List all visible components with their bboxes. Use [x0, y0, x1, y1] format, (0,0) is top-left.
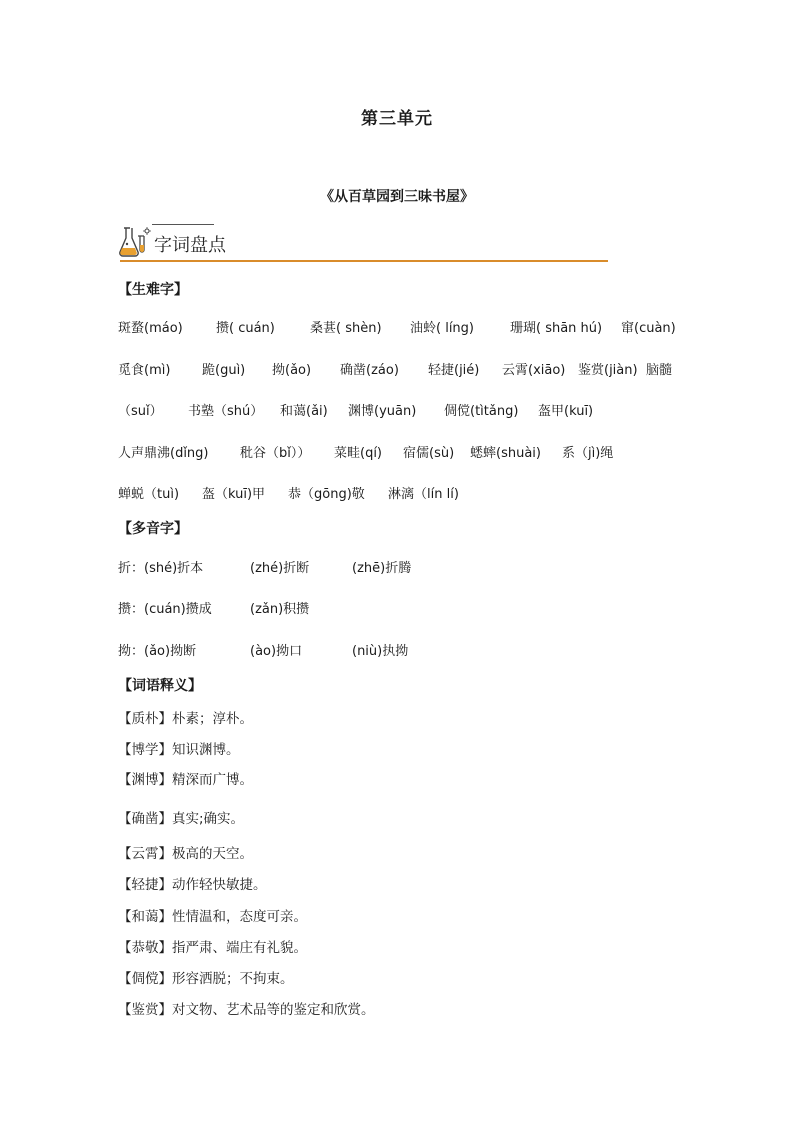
- chemistry-flask-icon: [118, 224, 152, 258]
- polyphone-item: (zǎn)积攒: [250, 602, 310, 617]
- rare-char-item: 盔（kuī)甲: [202, 487, 266, 502]
- polyphone-item: (zhē)折腾: [352, 561, 412, 576]
- rare-chars-heading: 【生难字】: [118, 282, 188, 298]
- rare-char-item: 蟋蟀(shuài): [470, 446, 541, 461]
- polyphones-heading: 【多音字】: [118, 521, 188, 537]
- rare-char-item: 桑葚( shèn): [310, 321, 382, 336]
- glossary-entry: 【恭敬】指严肃、端庄有礼貌。: [118, 940, 307, 956]
- section-header: [118, 220, 608, 262]
- glossary-entry: 【云霄】极高的天空。: [118, 846, 253, 862]
- rare-char-item: 和蔼(ǎi): [280, 404, 328, 419]
- rare-char-item: 渊博(yuān): [348, 404, 417, 419]
- rare-char-item: 斑蝥(máo): [118, 321, 183, 336]
- rare-char-item: 跪(guì): [202, 363, 246, 378]
- polyphone-item: 拗：(ǎo)拗断: [118, 644, 197, 659]
- rare-char-item: 宿儒(sù): [403, 446, 455, 461]
- rare-char-item: 人声鼎沸(dǐng): [118, 446, 209, 461]
- rare-char-item: 蝉蜕（tuì): [118, 487, 180, 502]
- rare-char-item: 窜(cuàn): [621, 321, 676, 336]
- rare-char-item: （suǐ）: [118, 404, 163, 419]
- glossary-entry: 【轻捷】动作轻快敏捷。: [118, 877, 267, 893]
- rare-char-item: 觅食(mì): [118, 363, 171, 378]
- rare-char-item: 淋漓（lín lí): [388, 487, 459, 502]
- rare-char-item: 秕谷（bǐ））: [240, 446, 311, 461]
- polyphone-item: (ào)拗口: [250, 644, 303, 659]
- section-rule: [120, 260, 608, 262]
- rare-char-item: 拗(ǎo): [272, 363, 312, 378]
- lesson-title: 《从百草园到三味书屋》: [320, 189, 474, 205]
- rare-char-item: 鉴赏(jiàn): [578, 363, 638, 378]
- rare-char-item: 菜畦(qí): [334, 446, 383, 461]
- rare-char-item: 轻捷(jié): [428, 363, 480, 378]
- rare-char-item: 确凿(záo): [340, 363, 399, 378]
- rare-char-item: 倜傥(tìtǎng): [444, 404, 519, 419]
- polyphone-item: 折：(shé)折本: [118, 561, 204, 576]
- rare-char-item: 珊瑚( shān hú): [510, 321, 603, 336]
- glossary-entry: 【渊博】精深而广博。: [118, 772, 253, 788]
- unit-title: 第三单元: [361, 109, 433, 129]
- glossary-entry: 【确凿】真实;确实。: [118, 811, 245, 827]
- rare-char-item: 书塾（shú）: [188, 404, 264, 419]
- polyphone-item: (niù)执拗: [352, 644, 409, 659]
- rare-char-item: 攒( cuán): [216, 321, 275, 336]
- rare-char-item: 系（jì)绳: [562, 446, 614, 461]
- glossary-entry: 【博学】知识渊博。: [118, 742, 240, 758]
- glossary-entry: 【质朴】朴素；淳朴。: [118, 711, 253, 727]
- rare-char-item: 油蛉( líng): [410, 321, 474, 336]
- header-top-line: [152, 224, 214, 225]
- rare-char-item: 脑髓: [646, 363, 673, 378]
- glossary-entry: 【鉴赏】对文物、艺术品等的鉴定和欣赏。: [118, 1002, 375, 1018]
- rare-char-item: 云霄(xiāo): [502, 363, 566, 378]
- glossary-entry: 【倜傥】形容洒脱；不拘束。: [118, 971, 294, 987]
- polyphone-item: (zhé)折断: [250, 561, 310, 576]
- rare-char-item: 盔甲(kuī): [538, 404, 594, 419]
- glossary-heading: 【词语释义】: [118, 678, 202, 694]
- rare-char-item: 恭（gōng)敬: [288, 487, 365, 502]
- polyphone-item: 攒：(cuán)攒成: [118, 602, 212, 617]
- glossary-entry: 【和蔼】性情温和，态度可亲。: [118, 909, 307, 925]
- section-label: 字词盘点: [154, 235, 226, 256]
